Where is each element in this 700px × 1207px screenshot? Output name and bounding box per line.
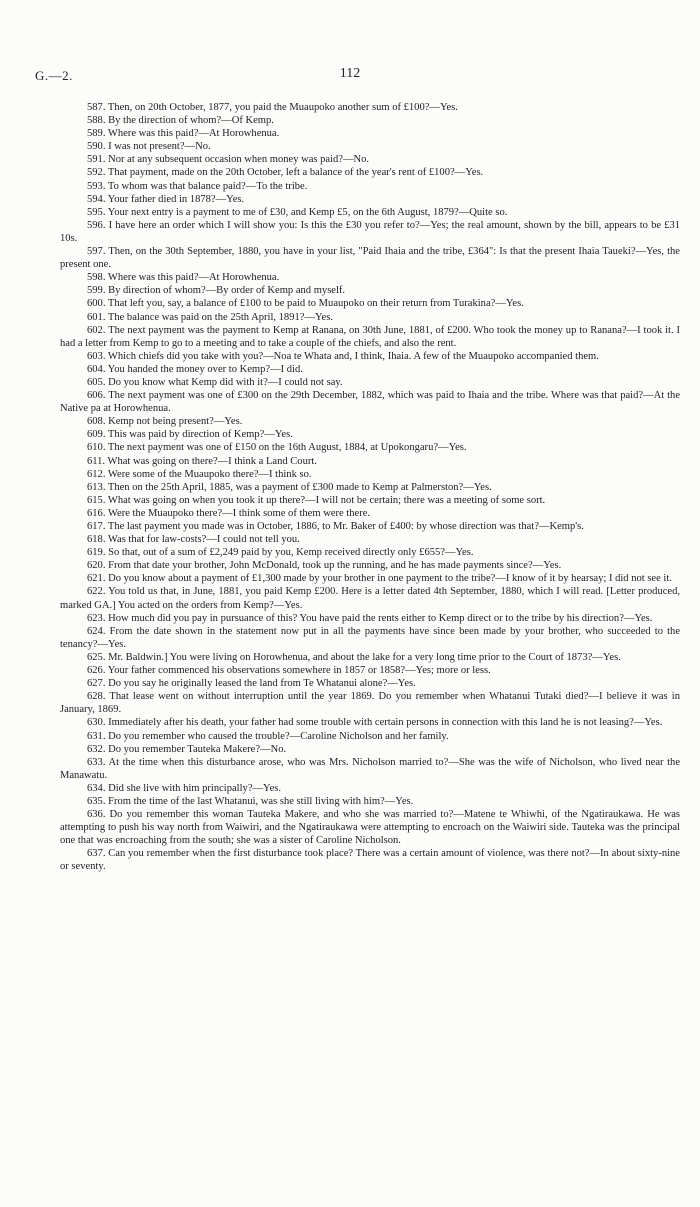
testimony-paragraph: 636. Do you remember this woman Tauteka Makere, and who she was married to?—Matene te Whiwhi, of the Ngatiraukawa. He was attempting to push his way north from Waiwiri, and the Ngatiraukawa were attempting to encroach on the Waiwiri side. Tauteka was the principal one that was encroaching from the south; she was a sister of Caroline Nicholson. xyxy=(60,809,680,847)
testimony-paragraph: 627. Do you say he originally leased the land from Te Whatanui alone?—Yes. xyxy=(87,678,416,690)
testimony-paragraph: 606. The next payment was one of £300 on the 29th December, 1882, which was paid to Ihaia and the tribe. Where was that paid?—At the Native pa at Horowhenua. xyxy=(60,390,680,415)
testimony-paragraph: 611. What was going on there?—I think a Land Court. xyxy=(87,455,317,467)
testimony-paragraph: 609. This was paid by direction of Kemp?—Yes. xyxy=(87,429,293,441)
testimony-paragraph: 595. Your next entry is a payment to me of £30, and Kemp £5, on the 6th August, 1879?—Quite so. xyxy=(87,206,508,218)
testimony-paragraph: 603. Which chiefs did you take with you?—Noa te Whata and, I think, Ihaia. A few of the Muaupoko accompanied them. xyxy=(87,350,599,362)
testimony-paragraph: 601. The balance was paid on the 25th April, 1891?—Yes. xyxy=(87,311,333,323)
testimony-paragraph: 626. Your father commenced his observations somewhere in 1857 or 1858?—Yes; more or less. xyxy=(87,665,491,677)
testimony-paragraph: 604. You handed the money over to Kemp?—I did. xyxy=(87,363,303,375)
testimony-paragraph: 598. Where was this paid?—At Horowhenua. xyxy=(87,272,280,284)
testimony-paragraph: 599. By direction of whom?—By order of Kemp and myself. xyxy=(87,285,346,297)
testimony-paragraph: 631. Do you remember who caused the trouble?—Caroline Nicholson and her family. xyxy=(87,730,449,742)
testimony-paragraph: 608. Kemp not being present?—Yes. xyxy=(87,416,243,428)
testimony-paragraph: 619. So that, out of a sum of £2,249 paid by you, Kemp received directly only £655?—Yes. xyxy=(87,547,474,559)
testimony-paragraph: 616. Were the Muaupoko there?—I think some of them were there. xyxy=(87,507,371,519)
testimony-paragraph: 590. I was not present?—No. xyxy=(87,141,211,153)
testimony-paragraph: 624. From the date shown in the statement now put in all the payments have since been made by your brother, who succeeded to the tenancy?—Yes. xyxy=(60,625,680,650)
testimony-paragraph: 633. At the time when this disturbance arose, who was Mrs. Nicholson married to?—She was the wife of Nicholson, who lived near the Manawatu. xyxy=(60,756,680,781)
testimony-paragraph: 635. From the time of the last Whatanui, was she still living with him?—Yes. xyxy=(87,795,414,807)
testimony-paragraph: 588. By the direction of whom?—Of Kemp. xyxy=(87,115,274,127)
testimony-paragraph: 587. Then, on 20th October, 1877, you paid the Muaupoko another sum of £100?—Yes. xyxy=(87,102,458,113)
testimony-paragraph: 625. Mr. Baldwin.] You were living on Horowhenua, and about the lake for a very long time prior to the Court of 1873?—Yes. xyxy=(87,651,621,663)
testimony-paragraph: 593. To whom was that balance paid?—To the tribe. xyxy=(87,180,308,192)
testimony-paragraph: 632. Do you remember Tauteka Makere?—No. xyxy=(87,743,287,755)
testimony-paragraph: 621. Do you know about a payment of £1,300 made by your brother in one payment to the tribe?—I know of it by hearsay; I did not see it. xyxy=(87,573,672,585)
testimony-paragraph: 617. The last payment you made was in October, 1886, to Mr. Baker of £400: by whose direction was that?—Kemp's. xyxy=(87,521,584,532)
page-number: 112 xyxy=(339,66,361,81)
testimony-paragraph: 637. Can you remember when the first disturbance took place? There was a certain amount of violence, was there not?—In about sixty-nine or seventy. xyxy=(60,848,680,873)
testimony-text xyxy=(60,101,680,874)
testimony-paragraph: 615. What was going on when you took it up there?—I will not be certain; there was a meeting of some sort. xyxy=(87,494,546,506)
testimony-paragraph: 605. Do you know what Kemp did with it?—I could not say. xyxy=(87,376,343,388)
testimony-paragraph: 623. How much did you pay in pursuance of this? You have paid the rents either to Kemp direct or to the tribe by his direction?—Yes. xyxy=(87,612,653,624)
testimony-paragraph: 610. The next payment was one of £150 on the 16th August, 1884, at Upokongaru?—Yes. xyxy=(87,442,467,454)
testimony-paragraph: 618. Was that for law-costs?—I could not tell you. xyxy=(87,534,300,546)
testimony-paragraph: 630. Immediately after his death, your father had some trouble with certain persons in connection with this land he is not leasing?—Yes. xyxy=(87,717,663,729)
testimony-paragraph: 592. That payment, made on the 20th October, left a balance of the year's rent of £100?—Yes. xyxy=(87,167,484,179)
testimony-paragraph: 602. The next payment was the payment to Kemp at Ranana, on 30th June, 1881, of £200. Who took the money up to Ranana?—I took it. I had a letter from Kemp to go to a meeting and to take a couple of the chiefs, and also the rent. xyxy=(60,324,680,349)
testimony-paragraph: 600. That left you, say, a balance of £100 to be paid to Muaupoko on their return from Turakina?—Yes. xyxy=(87,298,524,310)
testimony-paragraph: 628. That lease went on without interruption until the year 1869. Do you remember when Whatanui Tutaki died?—I believe it was in January, 1869. xyxy=(60,691,680,716)
testimony-paragraph: 612. Were some of the Muaupoko there?—I think so. xyxy=(87,468,312,480)
testimony-paragraph: 634. Did she live with him principally?—Yes. xyxy=(87,782,282,794)
testimony-paragraph: 613. Then on the 25th April, 1885, was a payment of £300 made to Kemp at Palmerston?—Yes. xyxy=(87,481,492,493)
series-reference: G.—2. xyxy=(35,68,73,83)
testimony-paragraph: 591. Nor at any subsequent occasion when money was paid?—No. xyxy=(87,154,370,166)
testimony-paragraph: 594. Your father died in 1878?—Yes. xyxy=(87,193,245,205)
testimony-paragraph: 589. Where was this paid?—At Horowhenua. xyxy=(87,128,280,140)
testimony-paragraph: 596. I have here an order which I will show you: Is this the £30 you refer to?—Yes; the real amount, shown by the bill, appears to be £31 10s. xyxy=(60,219,680,244)
testimony-paragraph: 620. From that date your brother, John McDonald, took up the running, and he has made payments since?—Yes. xyxy=(87,560,562,572)
testimony-paragraph: 597. Then, on the 30th September, 1880, you have in your list, "Paid Ihaia and the tribe, £364": Is that the present Ihaia Taueki?—Yes, the present one. xyxy=(60,246,680,271)
testimony-paragraph: 622. You told us that, in June, 1881, you paid Kemp £200. Here is a letter dated 4th September, 1880, which I will read. [Letter produced, marked GA.] You acted on the orders from Kemp?—Yes. xyxy=(60,586,680,611)
